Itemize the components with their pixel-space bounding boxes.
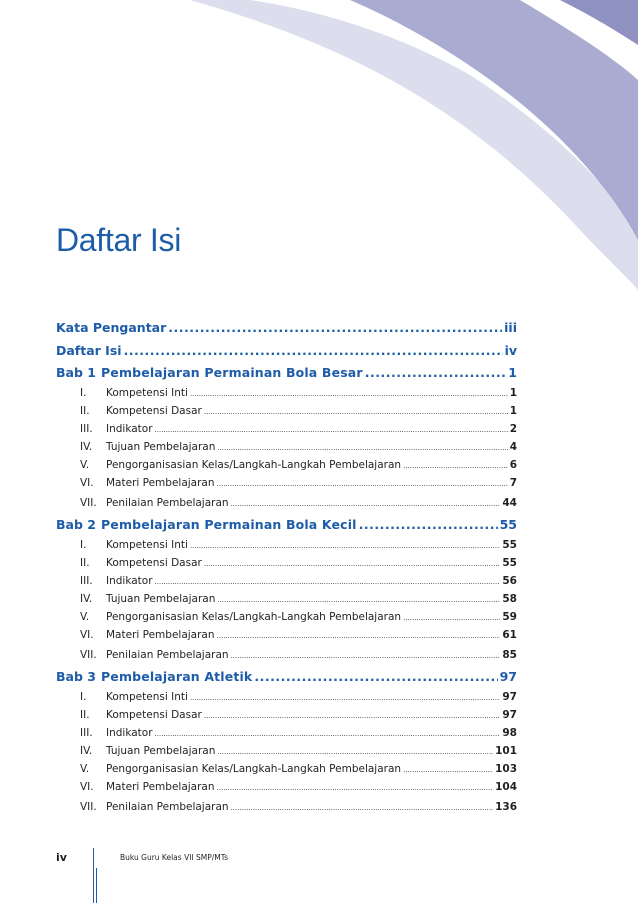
toc-leader-dots xyxy=(403,609,500,626)
toc-leader-dots xyxy=(190,385,508,402)
toc-section-number: II. xyxy=(80,709,90,721)
toc-section-label: Kompetensi Dasar xyxy=(106,405,202,417)
toc-leader-dots xyxy=(403,457,508,474)
toc-section-label: Kompetensi Inti xyxy=(106,691,188,703)
toc-leader-dots xyxy=(155,573,501,590)
toc-section-number: VII. xyxy=(80,801,97,813)
toc-section-label: Kompetensi Dasar xyxy=(106,709,202,721)
toc-section-page: 104 xyxy=(495,781,517,793)
toc-chapter-page: 1 xyxy=(508,365,517,380)
toc-section-label: Penilaian Pembelajaran xyxy=(106,497,229,509)
toc-section-number: V. xyxy=(80,763,90,775)
toc-section xyxy=(56,626,517,644)
toc-section xyxy=(56,742,517,760)
toc-section-page: 58 xyxy=(502,593,517,605)
toc-section xyxy=(56,420,517,438)
toc-leader-dots xyxy=(217,439,507,456)
toc-section-number: I. xyxy=(80,387,87,399)
toc-section-label: Tujuan Pembelajaran xyxy=(106,745,216,757)
toc-section-page: 6 xyxy=(509,459,517,471)
toc-section-number: VI. xyxy=(80,477,94,489)
toc-leader-dots xyxy=(365,362,507,384)
toc-leader-dots xyxy=(231,797,494,818)
toc-section-label: Penilaian Pembelajaran xyxy=(106,801,229,813)
toc-entry xyxy=(56,339,517,362)
toc-chapter-page: 97 xyxy=(499,669,517,684)
toc-leader-dots xyxy=(124,339,503,362)
toc-section-number: VI. xyxy=(80,629,94,641)
toc-section-number: V. xyxy=(80,459,90,471)
toc-chapter xyxy=(56,666,517,688)
toc-section-page: 2 xyxy=(509,423,517,435)
toc-section xyxy=(56,688,517,706)
toc-chapter-title: Pembelajaran Atletik xyxy=(101,669,253,684)
toc-section xyxy=(56,554,517,572)
toc-section-number: I. xyxy=(80,691,87,703)
toc-leader-dots xyxy=(190,689,500,706)
toc-section-label: Indikator xyxy=(106,423,153,435)
toc-section xyxy=(56,608,517,626)
toc-leader-dots xyxy=(217,627,501,644)
toc-section-number: III. xyxy=(80,575,93,587)
footer-divider-secondary xyxy=(96,868,97,903)
toc-leader-dots xyxy=(231,493,501,514)
toc-section-page: 55 xyxy=(502,557,517,569)
toc-chapter-title: Pembelajaran Permainan Bola Kecil xyxy=(101,517,357,532)
toc-section-label: Indikator xyxy=(106,575,153,587)
toc-section-page: 101 xyxy=(495,745,517,757)
toc-entry-page: iv xyxy=(504,343,517,358)
toc-leader-dots xyxy=(190,537,500,554)
toc-section-label: Pengorganisasian Kelas/Langkah-Langkah Pembelajaran xyxy=(106,763,402,775)
toc-section-number: VII. xyxy=(80,497,97,509)
toc-section-page: 1 xyxy=(509,405,517,417)
toc-leader-dots xyxy=(204,555,501,572)
toc-section xyxy=(56,384,517,402)
toc-entry xyxy=(56,316,517,339)
toc-section-label: Materi Pembelajaran xyxy=(106,781,215,793)
toc-section xyxy=(56,778,517,796)
toc-chapter-page: 55 xyxy=(499,517,517,532)
toc-section-page: 4 xyxy=(509,441,517,453)
toc-section-page: 98 xyxy=(502,727,517,739)
toc-section-label: Indikator xyxy=(106,727,153,739)
toc-section xyxy=(56,644,517,666)
toc-section-number: II. xyxy=(80,405,90,417)
toc-section-page: 136 xyxy=(495,801,517,813)
toc-chapter-number: Bab 1 xyxy=(56,365,96,380)
toc-leader-dots xyxy=(217,475,508,492)
page-title: Daftar Isi xyxy=(56,222,182,258)
toc-section xyxy=(56,760,517,778)
toc-chapter-number: Bab 3 xyxy=(56,669,96,684)
toc-section-page: 59 xyxy=(502,611,517,623)
toc-entry-label: Daftar Isi xyxy=(56,343,122,358)
toc-section-label: Tujuan Pembelajaran xyxy=(106,441,216,453)
footer-divider xyxy=(93,848,94,903)
toc-section-page: 56 xyxy=(502,575,517,587)
toc-chapter xyxy=(56,362,517,384)
table-of-contents xyxy=(56,316,517,818)
toc-section-number: III. xyxy=(80,423,93,435)
toc-section-page: 44 xyxy=(502,497,517,509)
toc-section-label: Pengorganisasian Kelas/Langkah-Langkah Pembelajaran xyxy=(106,611,402,623)
toc-section-number: VI. xyxy=(80,781,94,793)
toc-section-page: 1 xyxy=(509,387,517,399)
toc-section-number: III. xyxy=(80,727,93,739)
toc-section xyxy=(56,706,517,724)
toc-section-number: IV. xyxy=(80,441,93,453)
toc-section xyxy=(56,438,517,456)
toc-section-number: I. xyxy=(80,539,87,551)
toc-chapter-title: Pembelajaran Permainan Bola Besar xyxy=(101,365,363,380)
toc-leader-dots xyxy=(254,666,497,688)
toc-leader-dots xyxy=(217,779,494,796)
toc-section-label: Materi Pembelajaran xyxy=(106,629,215,641)
toc-section-label: Materi Pembelajaran xyxy=(106,477,215,489)
toc-leader-dots xyxy=(403,761,493,778)
toc-section-page: 103 xyxy=(495,763,517,775)
toc-leader-dots xyxy=(168,316,502,339)
toc-section xyxy=(56,590,517,608)
toc-section xyxy=(56,724,517,742)
toc-section xyxy=(56,474,517,492)
toc-section-number: VII. xyxy=(80,649,97,661)
toc-leader-dots xyxy=(155,725,501,742)
footer-book-title: Buku Guru Kelas VII SMP/MTs xyxy=(120,853,229,862)
toc-section-number: V. xyxy=(80,611,90,623)
toc-leader-dots xyxy=(359,514,498,536)
toc-section-label: Penilaian Pembelajaran xyxy=(106,649,229,661)
toc-leader-dots xyxy=(204,403,508,420)
toc-leader-dots xyxy=(155,421,508,438)
toc-section-label: Kompetensi Inti xyxy=(106,387,188,399)
toc-section-page: 97 xyxy=(502,691,517,703)
toc-leader-dots xyxy=(204,707,501,724)
toc-section-label: Tujuan Pembelajaran xyxy=(106,593,216,605)
toc-section-label: Kompetensi Inti xyxy=(106,539,188,551)
toc-section xyxy=(56,572,517,590)
toc-chapter xyxy=(56,514,517,536)
toc-section-page: 55 xyxy=(502,539,517,551)
toc-leader-dots xyxy=(231,645,501,666)
toc-section-page: 61 xyxy=(502,629,517,641)
toc-chapter-number: Bab 2 xyxy=(56,517,96,532)
toc-section-page: 7 xyxy=(509,477,517,489)
footer-page-number: iv xyxy=(56,851,67,864)
toc-section-page: 85 xyxy=(502,649,517,661)
toc-section xyxy=(56,402,517,420)
toc-section-number: IV. xyxy=(80,593,93,605)
toc-leader-dots xyxy=(217,743,493,760)
toc-section-label: Kompetensi Dasar xyxy=(106,557,202,569)
toc-entry-page: iii xyxy=(504,320,517,335)
toc-leader-dots xyxy=(217,591,500,608)
toc-section-number: IV. xyxy=(80,745,93,757)
toc-section xyxy=(56,456,517,474)
toc-section-page: 97 xyxy=(502,709,517,721)
toc-section-label: Pengorganisasian Kelas/Langkah-Langkah Pembelajaran xyxy=(106,459,402,471)
toc-entry-label: Kata Pengantar xyxy=(56,320,167,335)
toc-section xyxy=(56,536,517,554)
toc-section xyxy=(56,796,517,818)
toc-section xyxy=(56,492,517,514)
toc-section-number: II. xyxy=(80,557,90,569)
